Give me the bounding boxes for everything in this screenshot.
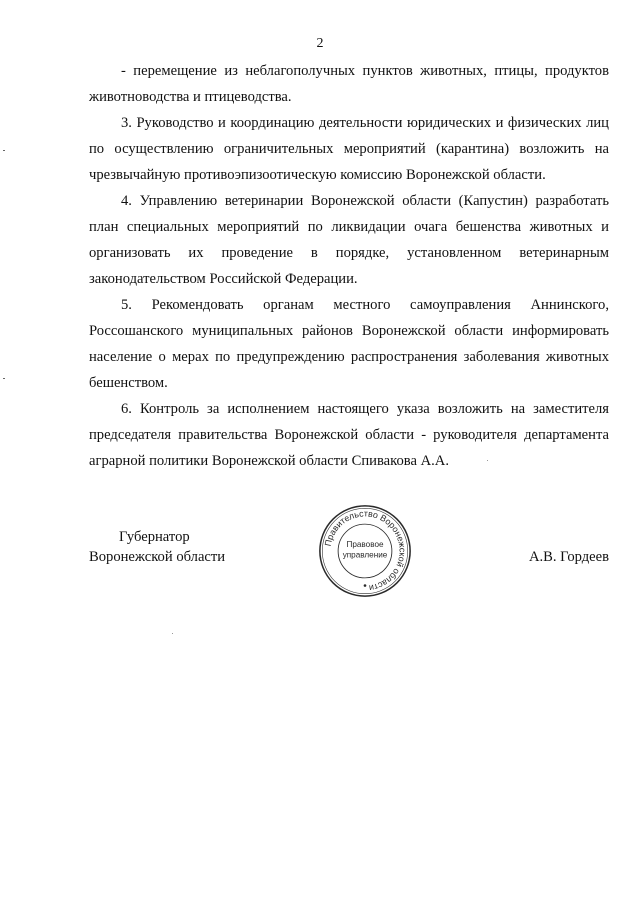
signatory-position: Губернатор	[119, 529, 190, 545]
page-number: 2	[316, 36, 324, 51]
paragraph-item-6: 6. Контроль за исполнением настоящего указа возложить на заместителя председателя правительства Воронежской области - руководителя департамента аграрной политики Воронежской области Спивакова А.А.	[89, 401, 609, 469]
signatory-name: А.В. Гордеев	[528, 549, 609, 565]
signature-block	[89, 508, 609, 615]
paragraph-item-4: 4. Управлению ветеринарии Воронежской области (Капустин) разработать план специальных мероприятий по ликвидации очага бешенства животных и организовать их проведение в порядке, установленном ветеринарным законодательством Российской Федерации.	[89, 193, 609, 287]
paragraph-item-3: 3. Руководство и координацию деятельности юридических и физических лиц по осуществлению ограничительных мероприятий (карантина) возложить на чрезвычайную противоэпизоотическую комиссию Воронежской области.	[89, 115, 609, 183]
scan-margin-mark	[3, 150, 5, 151]
scan-margin-mark	[3, 378, 5, 379]
stamp-inner-line1: Правовое	[346, 540, 384, 550]
signatory-title	[89, 527, 225, 567]
signatory-region: Воронежской области	[89, 549, 226, 565]
stamp-inner-line2: управление	[342, 550, 388, 560]
scan-speck	[172, 633, 173, 634]
stamp-outer-text: Правительство Воронежской области	[322, 508, 408, 594]
official-stamp	[317, 503, 413, 599]
document-body	[89, 58, 609, 474]
paragraph-item-transport: - перемещение из неблагополучных пунктов животных, птицы, продуктов животноводства и птицеводства.	[89, 63, 609, 105]
stamp-dot-icon	[364, 584, 367, 587]
paragraph-item-5: 5. Рекомендовать органам местного самоуправления Аннинского, Россошанского муниципальных районов Воронежской области информировать население о мерах по предупреждению распространения заболевания животных бешенством.	[89, 297, 609, 391]
